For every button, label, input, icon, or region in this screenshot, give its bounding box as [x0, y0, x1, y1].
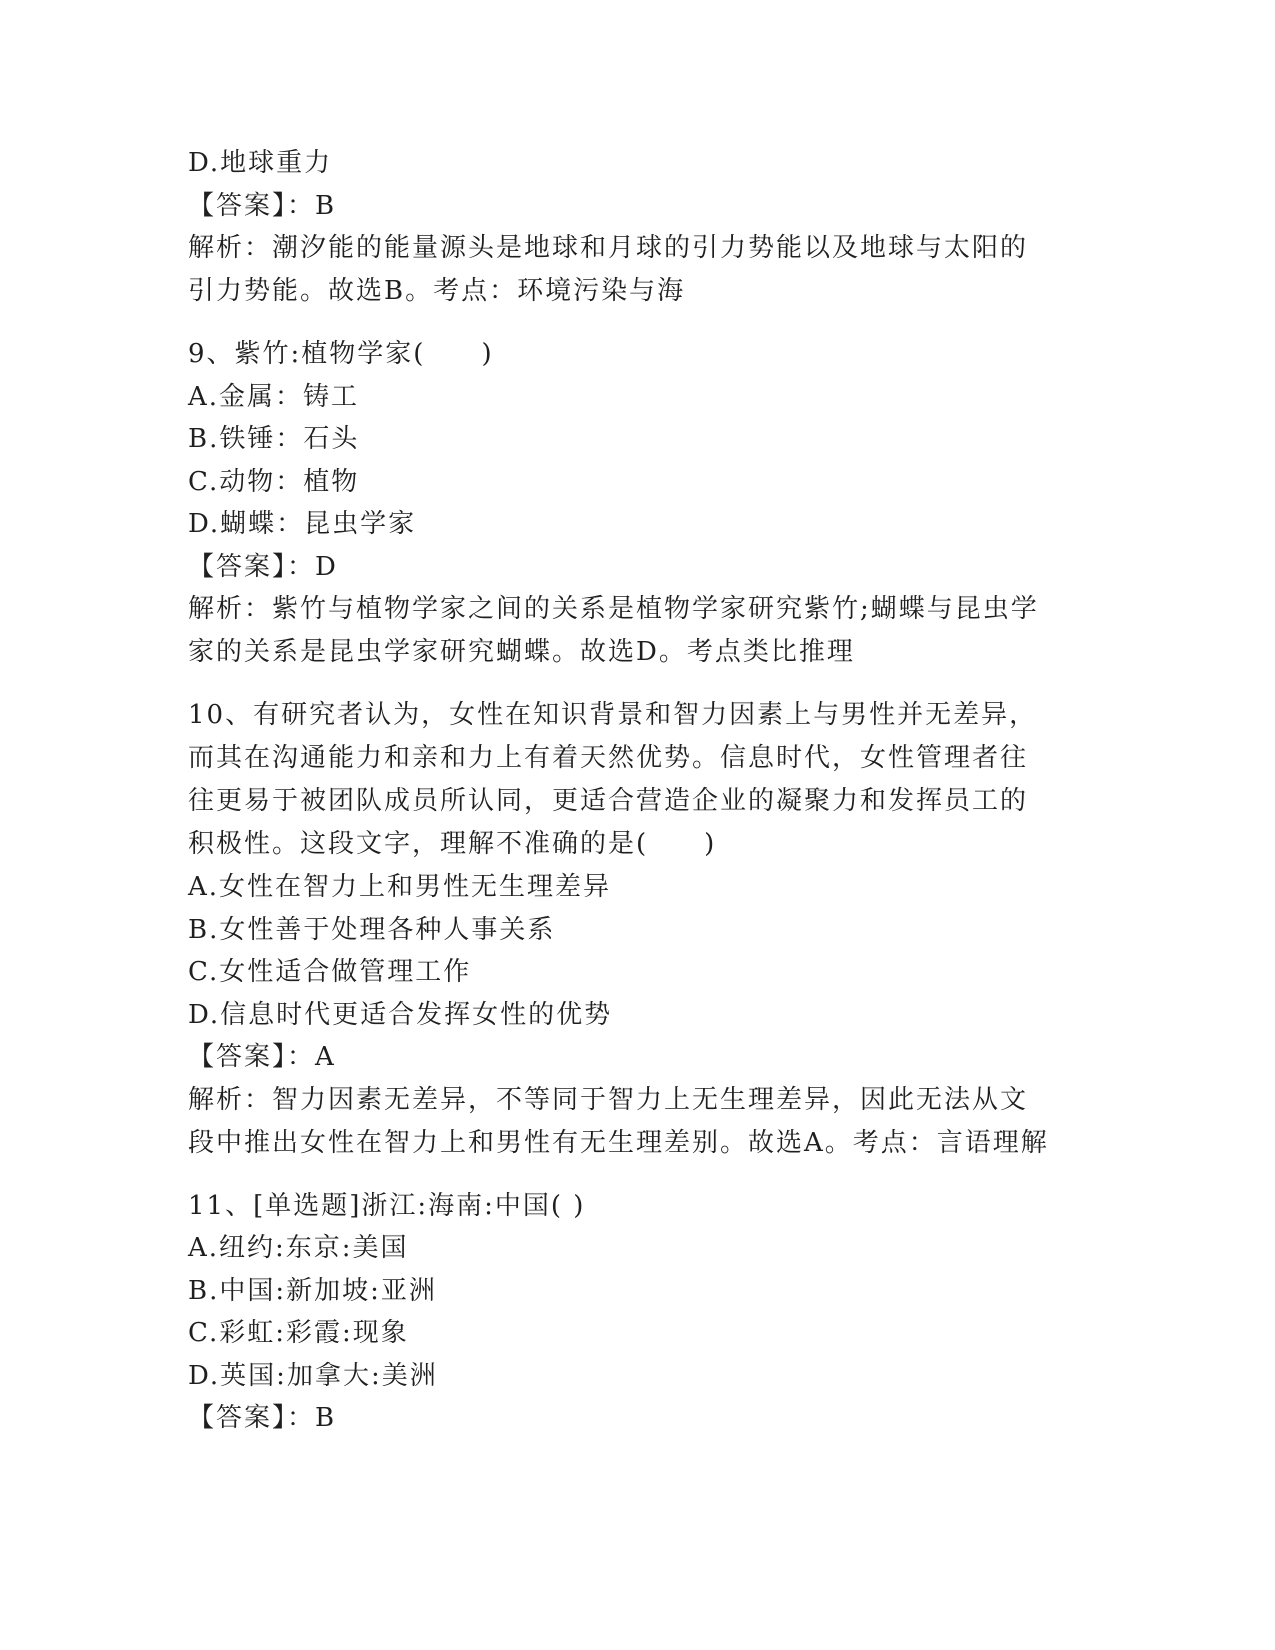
q11-option-b: B.中国:新加坡:亚洲 [188, 1275, 437, 1306]
q9-stem: 9、紫竹:植物学家( ) [188, 339, 494, 369]
q10-answer: 【答案】：A [188, 1042, 336, 1072]
q10-option-c: C.女性适合做管理工作 [188, 957, 472, 987]
q10-stem-line: 10、有研究者认为，女性在知识背景和智力因素上与男性并无差异， [188, 700, 1038, 730]
q10-stem-line: 积极性。这段文字，理解不准确的是( ) [188, 829, 717, 859]
q9-analysis-line: 家的关系是昆虫学家研究蝴蝶。故选D。考点类比推理 [188, 637, 855, 667]
q11-answer: 【答案】：B [188, 1403, 337, 1433]
prev-answer: 【答案】：B [188, 190, 337, 221]
prev-analysis-line: 引力势能。故选B。考点：环境污染与海 [188, 276, 686, 306]
q10-analysis-line: 解析：智力因素无差异，不等同于智力上无生理差异，因此无法从文 [188, 1084, 1029, 1115]
q11-stem: 11、[单选题]浙江:海南:中国( ) [188, 1190, 586, 1221]
q9-option-c: C.动物：植物 [188, 466, 360, 497]
prev-option-d: D.地球重力 [188, 148, 333, 178]
q9-answer: 【答案】：D [188, 551, 338, 582]
q10-option-d: D.信息时代更适合发挥女性的优势 [188, 999, 613, 1030]
prev-analysis-line: 解析：潮汐能的能量源头是地球和月球的引力势能以及地球与太阳的 [188, 233, 1029, 263]
q10-analysis-line: 段中推出女性在智力上和男性有无生理差别。故选A。考点：言语理解 [188, 1127, 1049, 1158]
q10-option-b: B.女性善于处理各种人事关系 [188, 914, 556, 945]
q11-option-c: C.彩虹:彩霞:现象 [188, 1318, 409, 1348]
q9-option-d: D.蝴蝶：昆虫学家 [188, 509, 417, 539]
q11-option-a: A.纽约:东京:美国 [188, 1233, 409, 1263]
q9-option-b: B.铁锤：石头 [188, 424, 360, 454]
document-page [188, 142, 1088, 1440]
q9-option-a: A.金属：铸工 [188, 381, 360, 412]
q10-stem-line: 而其在沟通能力和亲和力上有着天然优势。信息时代，女性管理者往 [188, 743, 1029, 773]
q11-option-d: D.英国:加拿大:美洲 [188, 1360, 438, 1391]
q9-analysis-line: 解析：紫竹与植物学家之间的关系是植物学家研究紫竹;蝴蝶与昆虫学 [188, 594, 1039, 624]
q10-option-a: A.女性在智力上和男性无生理差异 [188, 872, 612, 902]
q10-stem-line: 往更易于被团队成员所认同，更适合营造企业的凝聚力和发挥员工的 [188, 786, 1029, 816]
